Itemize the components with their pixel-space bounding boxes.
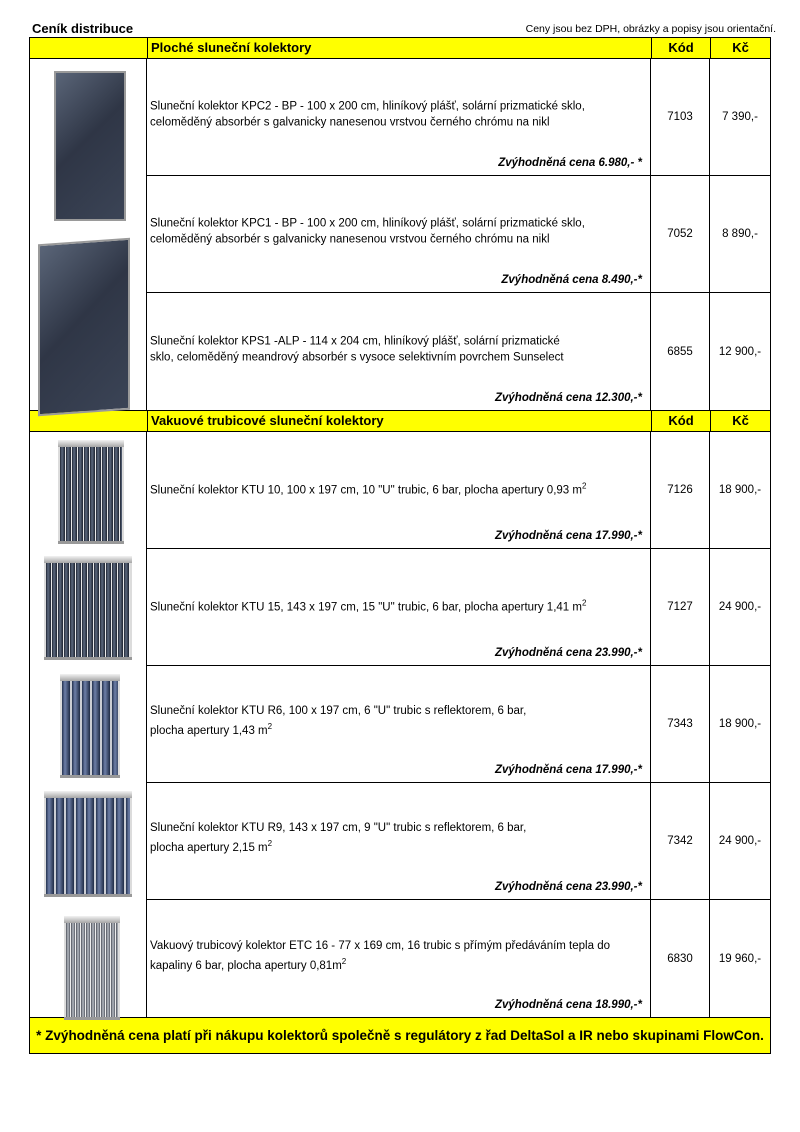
product-description: Vakuový trubicový kolektor ETC 16 - 77 x 169 cm, 16 trubic s přímým předáváním tepla do — [150, 939, 610, 952]
table-row — [147, 432, 770, 549]
product-description: Sluneční kolektor KTU 10, 100 x 197 cm, 10 "U" trubic, 6 bar, plocha apertury 0,93 m — [150, 484, 582, 497]
product-price: 18 900,- — [718, 484, 762, 496]
table-row — [147, 783, 770, 900]
product-price: 18 900,- — [718, 718, 762, 730]
product-description: Sluneční kolektor KTU 15, 143 x 197 cm, 15 "U" trubic, 6 bar, plocha apertury 1,41 m — [150, 601, 582, 614]
special-price: Zvýhodněná cena 17.990,-* — [494, 764, 642, 776]
tube-collector-image — [44, 791, 132, 897]
product-description: plocha apertury 2,15 m — [150, 842, 268, 855]
product-code: 7126 — [651, 432, 710, 548]
table-row — [147, 900, 770, 1017]
section-heading: Ploché sluneční kolektory — [148, 38, 652, 58]
product-description: sklo, celoměděný meandrový absorbér s vysoce selektivním povrchem Sunselect — [150, 350, 564, 363]
superscript: 2 — [267, 839, 273, 849]
section-heading: Vakuové trubicové sluneční kolektory — [148, 411, 652, 431]
flat-collector-images — [30, 59, 147, 410]
product-price: 12 900,- — [718, 345, 762, 358]
product-price: 8 890,- — [722, 228, 758, 240]
product-code: 6830 — [651, 900, 710, 1017]
tube-collector-images — [30, 432, 147, 1017]
flat-collector-image — [54, 71, 126, 221]
superscript: 2 — [267, 722, 273, 732]
flat-collectors-group — [30, 59, 770, 411]
section-header-flat — [30, 38, 770, 59]
table-row — [147, 549, 770, 666]
tube-collector-image — [60, 674, 120, 778]
special-price: Zvýhodněná cena 23.990,-* — [494, 647, 642, 659]
table-row — [147, 176, 770, 293]
product-description: celoměděný absorbér s galvanicky nanesenou vrstvou černého chrómu na nikl — [150, 233, 550, 246]
product-description: celoměděný absorbér s galvanicky nanesenou vrstvou černého chrómu na nikl — [150, 116, 550, 129]
flat-collector-image — [38, 238, 130, 416]
special-price: Zvýhodněná cena 17.990,-* — [494, 530, 642, 542]
code-header: Kód — [652, 38, 711, 58]
product-code: 6855 — [651, 293, 710, 410]
product-code: 7342 — [651, 783, 710, 899]
product-description: kapaliny 6 bar, plocha apertury 0,81m — [150, 959, 342, 972]
superscript: 2 — [581, 481, 587, 491]
table-row — [147, 293, 770, 410]
product-price: 19 960,- — [718, 952, 762, 965]
product-description: Sluneční kolektor KTU R9, 143 x 197 cm, 9 "U" trubic s reflektorem, 6 bar, — [150, 822, 527, 835]
code-header: Kód — [652, 411, 711, 431]
section-header-vacuum — [30, 411, 770, 432]
superscript: 2 — [581, 598, 587, 608]
special-price: Zvýhodněná cena 23.990,-* — [494, 881, 642, 893]
special-price: Zvýhodněná cena 8.490,-* — [501, 274, 642, 286]
tube-collector-image — [58, 440, 124, 544]
table-row — [147, 59, 770, 176]
product-description: Sluneční kolektor KPC1 - BP - 100 x 200 cm, hliníkový plášť, solární prizmatické sklo, — [150, 217, 585, 230]
superscript: 2 — [341, 956, 347, 966]
product-code: 7103 — [651, 59, 710, 175]
vacuum-collectors-group — [30, 432, 770, 1018]
product-price: 24 900,- — [718, 835, 762, 847]
special-price: Zvýhodněná cena 18.990,-* — [494, 999, 642, 1011]
product-description: plocha apertury 1,43 m — [150, 725, 268, 738]
price-table — [29, 37, 771, 1054]
product-description: Sluneční kolektor KPS1 -ALP - 114 x 204 cm, hliníkový plášť, solární prizmatické — [150, 334, 560, 347]
disclaimer-note: Ceny jsou bez DPH, obrázky a popisy jsou orientační. — [525, 23, 776, 35]
product-code: 7127 — [651, 549, 710, 665]
special-price: Zvýhodněná cena 12.300,-* — [494, 392, 642, 404]
price-header: Kč — [732, 40, 749, 55]
product-price: 24 900,- — [718, 601, 762, 613]
tube-collector-image — [64, 916, 120, 1020]
table-row — [147, 666, 770, 783]
tube-collector-image — [44, 556, 132, 660]
product-code: 7343 — [651, 666, 710, 782]
page-title: Ceník distribuce — [32, 21, 134, 36]
special-price: Zvýhodněná cena 6.980,- * — [498, 157, 642, 169]
product-description: Sluneční kolektor KPC2 - BP - 100 x 200 cm, hliníkový plášť, solární prizmatické sklo, — [150, 100, 585, 113]
footer-note: * Zvýhodněná cena platí při nákupu kolektorů společně s regulátory z řad DeltaSol a IR nebo skupinami FlowCon. — [30, 1018, 770, 1053]
price-header: Kč — [732, 413, 749, 428]
product-price: 7 390,- — [722, 111, 758, 123]
product-code: 7052 — [651, 176, 710, 292]
product-description: Sluneční kolektor KTU R6, 100 x 197 cm, 6 "U" trubic s reflektorem, 6 bar, — [150, 705, 527, 718]
